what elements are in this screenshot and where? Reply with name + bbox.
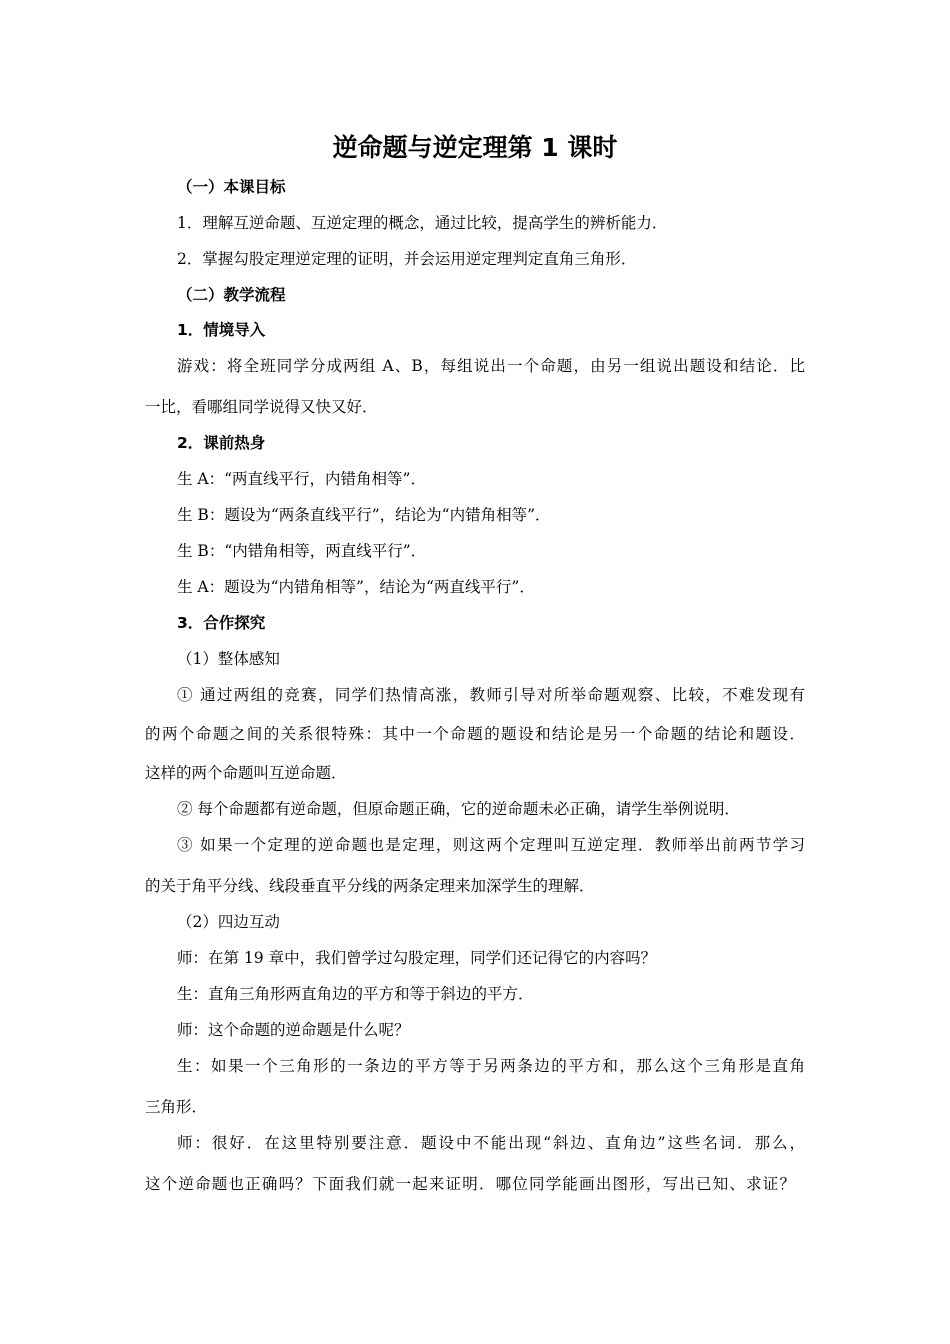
subheading-warmup: 2．课前热身: [177, 434, 266, 452]
dialogue-line: 生 A：题设为“内错角相等”，结论为“两直线平行”．: [177, 578, 535, 596]
dialogue-line: 师：这个命题的逆命题是什么呢？: [177, 1021, 410, 1039]
dialogue-line: 生 B：题设为“两条直线平行”，结论为“内错角相等”．: [177, 506, 551, 524]
dialogue-line: 生：直角三角形两直角边的平方和等于斜边的平方．: [177, 985, 534, 1003]
subheading-overall: （1）整体感知: [177, 650, 280, 668]
dialogue-line: 生 B：“内错角相等，两直线平行”．: [177, 542, 427, 560]
section-heading-process: （二）教学流程: [177, 286, 286, 304]
section-heading-goals: （一）本课目标: [177, 178, 286, 196]
subheading-interaction: （2）四边互动: [177, 913, 280, 931]
paragraph-game-line-1: 游戏：将全班同学分成两组 A、B，每组说出一个命题，由另一组说出题设和结论．比: [177, 357, 805, 375]
dialogue-line: 师：在第 19 章中，我们曾学过勾股定理，同学们还记得它的内容吗？: [177, 949, 657, 967]
subheading-explore: 3．合作探究: [177, 614, 266, 632]
goal-item-2: 2．掌握勾股定理逆定理的证明，并会运用逆定理判定直角三角形．: [177, 250, 637, 268]
paragraph-3-line-2: 的关于角平分线、线段垂直平分线的两条定理来加深学生的理解．: [145, 877, 595, 895]
paragraph-1-line-2: 的两个命题之间的关系很特殊：其中一个命题的题设和结论是另一个命题的结论和题设．: [145, 725, 805, 743]
paragraph-3-line-1: ③ 如果一个定理的逆命题也是定理，则这两个定理叫互逆定理．教师举出前两节学习: [177, 836, 805, 854]
goal-item-1: 1．理解互逆命题、互逆定理的概念，通过比较，提高学生的辨析能力．: [177, 214, 668, 232]
paragraph-2: ② 每个命题都有逆命题，但原命题正确，它的逆命题未必正确，请学生举例说明．: [177, 800, 740, 818]
dialogue-line-wrap-1: 生：如果一个三角形的一条边的平方等于另两条边的平方和，那么这个三角形是直角: [177, 1057, 805, 1075]
dialogue-line-wrap-2: 这个逆命题也正确吗？下面我们就一起来证明．哪位同学能画出图形，写出已知、求证？: [145, 1175, 795, 1193]
paragraph-game-line-2: 一比，看哪组同学说得又快又好．: [145, 398, 378, 416]
dialogue-line-wrap-1: 师：很好．在这里特别要注意．题设中不能出现“斜边、直角边”这些名词．那么，: [177, 1134, 805, 1152]
paragraph-1-line-1: ① 通过两组的竞赛，同学们热情高涨，教师引导对所举命题观察、比较，不难发现有: [177, 686, 805, 704]
subheading-intro: 1．情境导入: [177, 321, 266, 339]
document-title: 逆命题与逆定理第 1 课时: [332, 133, 618, 162]
paragraph-1-line-3: 这样的两个命题叫互逆命题．: [145, 764, 347, 782]
dialogue-line-wrap-2: 三角形．: [145, 1098, 208, 1116]
dialogue-line: 生 A：“两直线平行，内错角相等”．: [177, 470, 426, 488]
